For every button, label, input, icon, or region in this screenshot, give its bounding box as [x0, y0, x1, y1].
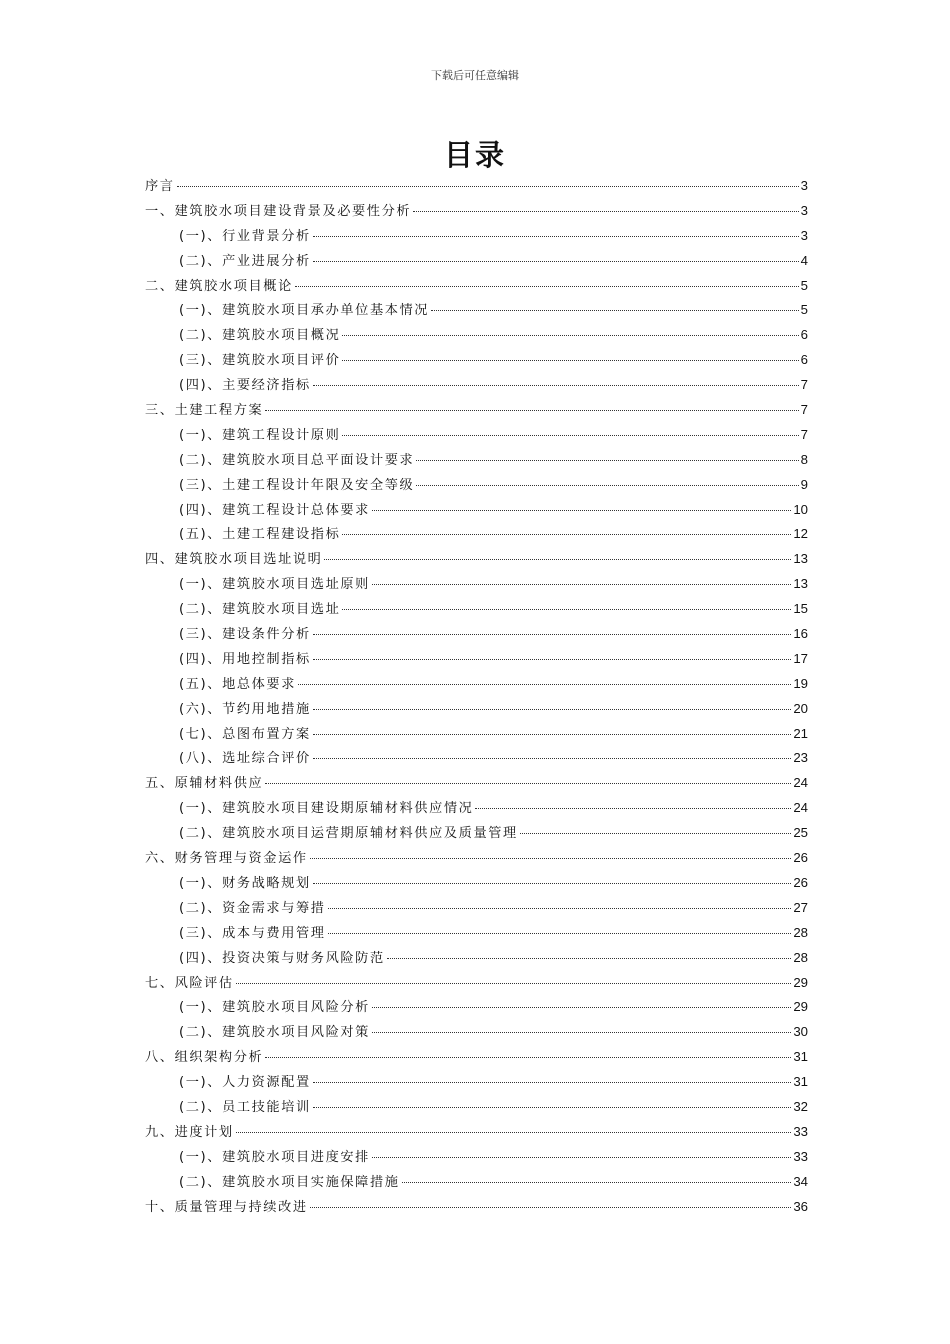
- toc-dot-leader: [342, 435, 798, 436]
- toc-entry-page: 29: [793, 974, 808, 990]
- toc-entry-label: (三)、建筑胶水项目评价: [179, 353, 341, 369]
- toc-dot-leader: [313, 1107, 792, 1108]
- toc-entry-label: (二)、员工技能培训: [179, 1099, 311, 1115]
- toc-entry[interactable]: [145, 573, 808, 598]
- toc-dot-leader: [310, 1207, 792, 1208]
- toc-entry-label: 八、组织架构分析: [145, 1050, 264, 1066]
- toc-entry-page: 28: [793, 924, 808, 940]
- toc-entry[interactable]: [145, 449, 808, 474]
- toc-entry-page: 6: [800, 352, 808, 368]
- toc-entry-label: (一)、建筑胶水项目风险分析: [179, 1000, 370, 1016]
- toc-dot-leader: [313, 659, 792, 660]
- toc-entry-page: 16: [793, 626, 808, 642]
- toc-entry-page: 21: [793, 725, 808, 741]
- toc-dot-leader: [313, 236, 799, 237]
- toc-entry-page: 12: [793, 526, 808, 542]
- toc-dot-leader: [413, 211, 798, 212]
- toc-entry[interactable]: [145, 797, 808, 822]
- toc-entry-label: (七)、总图布置方案: [179, 726, 311, 742]
- toc-entry-page: 17: [793, 650, 808, 666]
- toc-dot-leader: [298, 684, 791, 685]
- toc-entry[interactable]: [145, 747, 808, 772]
- toc-dot-leader: [265, 783, 791, 784]
- toc-entry-label: 九、进度计划: [145, 1124, 234, 1140]
- toc-entry-label: (一)、建筑胶水项目进度安排: [179, 1149, 370, 1165]
- toc-entry[interactable]: [145, 1046, 808, 1071]
- toc-dot-leader: [177, 186, 799, 187]
- toc-entry-page: 24: [793, 800, 808, 816]
- toc-entry-page: 34: [793, 1173, 808, 1189]
- toc-entry-page: 36: [793, 1198, 808, 1214]
- toc-entry-page: 15: [793, 601, 808, 617]
- toc-entry-label: (三)、建设条件分析: [179, 627, 311, 643]
- toc-entry-label: (一)、财务战略规划: [179, 875, 311, 891]
- toc-entry[interactable]: [145, 1021, 808, 1046]
- toc-entry-page: 5: [800, 302, 808, 318]
- toc-entry-label: (二)、建筑胶水项目选址: [179, 602, 341, 618]
- toc-entry-label: 序言: [145, 179, 175, 194]
- toc-entry-label: (一)、建筑胶水项目选址原则: [179, 577, 370, 593]
- toc-dot-leader: [313, 734, 792, 735]
- toc-dot-leader: [265, 410, 798, 411]
- toc-entry-page: 9: [800, 476, 808, 492]
- toc-dot-leader: [313, 1082, 792, 1083]
- toc-dot-leader: [416, 485, 798, 486]
- toc-dot-leader: [313, 883, 792, 884]
- toc-entry-label: 十、质量管理与持续改进: [145, 1199, 308, 1215]
- toc-dot-leader: [236, 983, 792, 984]
- toc-entry-page: 26: [793, 874, 808, 890]
- toc-entry-label: (二)、建筑胶水项目概况: [179, 328, 341, 344]
- toc-dot-leader: [342, 360, 798, 361]
- toc-entry-page: 20: [793, 700, 808, 716]
- toc-dot-leader: [520, 833, 792, 834]
- toc-entry[interactable]: [145, 623, 808, 648]
- toc-dot-leader: [295, 286, 799, 287]
- toc-dot-leader: [372, 1007, 791, 1008]
- toc-entry[interactable]: [145, 648, 808, 673]
- toc-entry-page: 23: [793, 750, 808, 766]
- toc-entry-label: (四)、用地控制指标: [179, 651, 311, 667]
- toc-entry[interactable]: [145, 922, 808, 947]
- toc-entry-page: 10: [793, 501, 808, 517]
- toc-entry-page: 5: [800, 277, 808, 293]
- toc-entry-label: 二、建筑胶水项目概论: [145, 278, 293, 294]
- toc-entry-label: (四)、建筑工程设计总体要求: [179, 502, 370, 518]
- toc-entry-label: 五、原辅材料供应: [145, 776, 264, 792]
- toc-dot-leader: [342, 335, 798, 336]
- toc-dot-leader: [328, 908, 792, 909]
- toc-dot-leader: [372, 1157, 791, 1158]
- toc-dot-leader: [310, 858, 792, 859]
- toc-entry-page: 13: [793, 576, 808, 592]
- toc-entry-page: 33: [793, 1148, 808, 1164]
- toc-entry-label: 七、风险评估: [145, 975, 234, 991]
- toc-dot-leader: [313, 758, 792, 759]
- toc-entry[interactable]: [145, 548, 808, 573]
- toc-entry-page: 24: [793, 775, 808, 791]
- toc-dot-leader: [342, 534, 791, 535]
- toc-entry[interactable]: [145, 872, 808, 897]
- toc-entry-label: (二)、建筑胶水项目运营期原辅材料供应及质量管理: [179, 826, 518, 842]
- toc-entry[interactable]: [145, 324, 808, 349]
- toc-entry-page: 13: [793, 551, 808, 567]
- toc-entry-label: (四)、投资决策与财务风险防范: [179, 950, 385, 966]
- toc-entry-label: 四、建筑胶水项目选址说明: [145, 552, 323, 568]
- toc-entry-label: 一、建筑胶水项目建设背景及必要性分析: [145, 203, 412, 219]
- toc-dot-leader: [431, 310, 799, 311]
- toc-entry-label: (四)、主要经济指标: [179, 378, 311, 394]
- toc-entry[interactable]: [145, 349, 808, 374]
- toc-entry-label: (二)、建筑胶水项目风险对策: [179, 1025, 370, 1041]
- toc-dot-leader: [313, 385, 799, 386]
- toc-entry-label: (二)、建筑胶水项目实施保障措施: [179, 1174, 400, 1190]
- toc-entry-page: 25: [793, 825, 808, 841]
- toc-entry[interactable]: [145, 847, 808, 872]
- toc-entry[interactable]: [145, 822, 808, 847]
- toc-entry-label: (五)、土建工程建设指标: [179, 527, 341, 543]
- toc-entry[interactable]: [145, 275, 808, 300]
- toc-entry-label: (一)、建筑工程设计原则: [179, 427, 341, 443]
- toc-entry-label: 六、财务管理与资金运作: [145, 851, 308, 867]
- toc-dot-leader: [324, 559, 791, 560]
- toc-entry[interactable]: [145, 175, 808, 200]
- toc-entry-page: 7: [800, 426, 808, 442]
- table-of-contents: [145, 175, 808, 1220]
- toc-title: 目录: [443, 138, 506, 172]
- toc-entry-page: 6: [800, 327, 808, 343]
- toc-entry-label: (六)、节约用地措施: [179, 701, 311, 717]
- toc-entry[interactable]: [145, 523, 808, 548]
- toc-entry[interactable]: [145, 1071, 808, 1096]
- toc-dot-leader: [342, 609, 791, 610]
- toc-entry[interactable]: [145, 200, 808, 225]
- toc-dot-leader: [372, 584, 791, 585]
- toc-entry[interactable]: [145, 972, 808, 997]
- toc-entry[interactable]: [145, 225, 808, 250]
- toc-entry-page: 8: [800, 451, 808, 467]
- toc-entry[interactable]: [145, 1171, 808, 1196]
- toc-entry-label: (八)、选址综合评价: [179, 751, 311, 767]
- toc-entry-label: (三)、成本与费用管理: [179, 925, 326, 941]
- toc-entry-page: 7: [800, 402, 808, 418]
- toc-entry[interactable]: [145, 424, 808, 449]
- toc-entry[interactable]: [145, 399, 808, 424]
- toc-entry-page: 31: [793, 1074, 808, 1090]
- toc-entry-label: (一)、建筑胶水项目建设期原辅材料供应情况: [179, 801, 474, 817]
- toc-entry[interactable]: [145, 996, 808, 1021]
- toc-entry-label: (一)、行业背景分析: [179, 228, 311, 244]
- toc-dot-leader: [416, 460, 798, 461]
- toc-entry-page: 27: [793, 899, 808, 915]
- toc-dot-leader: [387, 958, 792, 959]
- toc-entry[interactable]: [145, 474, 808, 499]
- toc-entry-page: 30: [793, 1024, 808, 1040]
- toc-entry-page: 32: [793, 1098, 808, 1114]
- toc-entry-page: 28: [793, 949, 808, 965]
- toc-entry-page: 29: [793, 999, 808, 1015]
- header-note: 下载后可任意编辑: [431, 69, 519, 82]
- toc-entry-label: (二)、产业进展分析: [179, 253, 311, 269]
- toc-entry[interactable]: [145, 250, 808, 275]
- toc-entry-label: (一)、人力资源配置: [179, 1075, 311, 1091]
- toc-entry-label: (二)、资金需求与筹措: [179, 900, 326, 916]
- toc-entry-page: 3: [800, 227, 808, 243]
- toc-entry[interactable]: [145, 1121, 808, 1146]
- toc-entry[interactable]: [145, 598, 808, 623]
- toc-entry-page: 3: [800, 178, 808, 193]
- toc-entry[interactable]: [145, 698, 808, 723]
- toc-entry[interactable]: [145, 947, 808, 972]
- toc-entry-page: 33: [793, 1123, 808, 1139]
- toc-dot-leader: [372, 510, 791, 511]
- toc-entry-label: 三、土建工程方案: [145, 403, 264, 419]
- toc-entry-page: 3: [800, 202, 808, 218]
- toc-entry[interactable]: [145, 1096, 808, 1121]
- toc-entry[interactable]: [145, 299, 808, 324]
- toc-dot-leader: [236, 1132, 792, 1133]
- toc-entry[interactable]: [145, 897, 808, 922]
- toc-dot-leader: [328, 933, 792, 934]
- toc-entry[interactable]: [145, 1196, 808, 1221]
- toc-entry[interactable]: [145, 374, 808, 399]
- toc-entry-page: 4: [800, 252, 808, 268]
- toc-entry[interactable]: [145, 673, 808, 698]
- toc-dot-leader: [402, 1182, 792, 1183]
- toc-entry-page: 26: [793, 850, 808, 866]
- toc-entry-label: (三)、土建工程设计年限及安全等级: [179, 477, 415, 493]
- toc-dot-leader: [313, 634, 792, 635]
- toc-dot-leader: [475, 808, 791, 809]
- toc-entry[interactable]: [145, 1146, 808, 1171]
- toc-dot-leader: [265, 1057, 791, 1058]
- toc-entry-page: 7: [800, 377, 808, 393]
- toc-dot-leader: [313, 709, 792, 710]
- toc-dot-leader: [313, 261, 799, 262]
- toc-entry-label: (一)、建筑胶水项目承办单位基本情况: [179, 303, 430, 319]
- toc-entry-page: 19: [793, 675, 808, 691]
- toc-dot-leader: [372, 1032, 791, 1033]
- toc-entry-page: 31: [793, 1049, 808, 1065]
- toc-entry[interactable]: [145, 772, 808, 797]
- toc-entry[interactable]: [145, 723, 808, 748]
- toc-entry-label: (二)、建筑胶水项目总平面设计要求: [179, 452, 415, 468]
- toc-entry-label: (五)、地总体要求: [179, 676, 297, 692]
- toc-entry[interactable]: [145, 499, 808, 524]
